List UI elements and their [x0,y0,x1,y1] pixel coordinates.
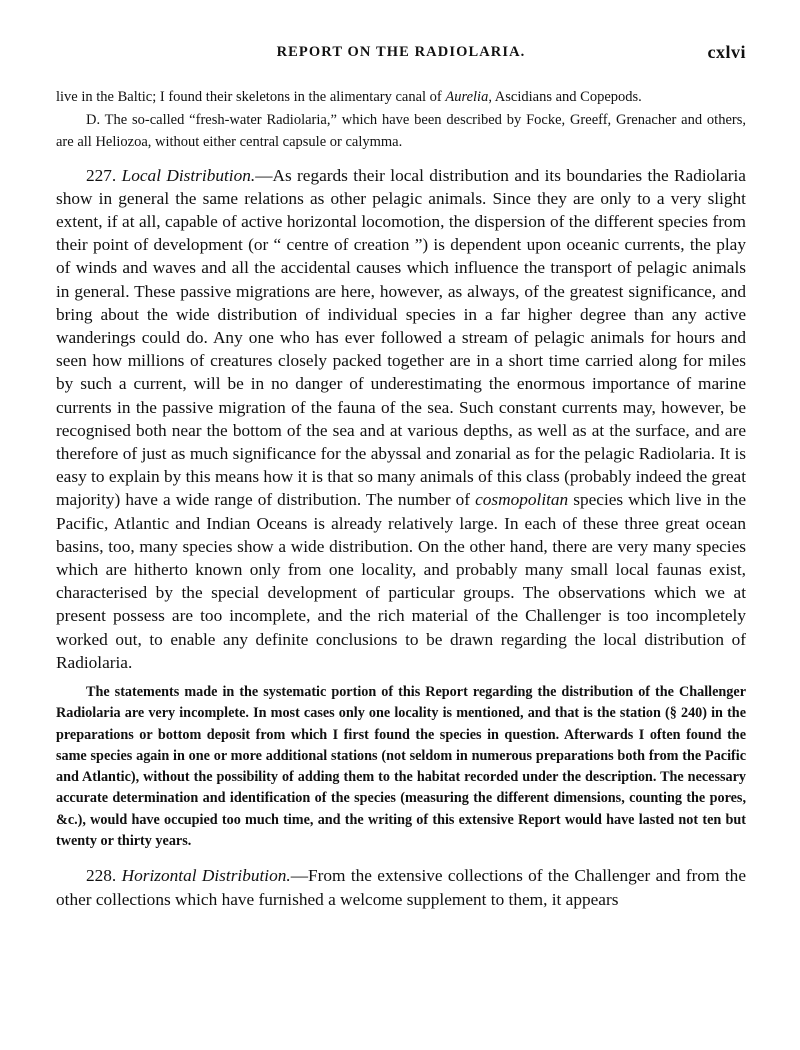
continuation-paragraph [56,86,746,109]
section-228-number: 228. [86,866,117,886]
section-227-paragraph [56,164,746,674]
section-227-title: Local Distribution. [121,165,256,185]
continuation-text-after: , Ascidians and Copepods. [488,89,642,105]
cosmopolitan-term: cosmopolitan [475,490,569,510]
section-228-paragraph [56,864,746,910]
section-228-text: —From the extensive collections of the Challenger and from the other collections which have furnished a welcome supplement to them, it appears [56,866,746,909]
section-227-number: 227. [86,165,117,185]
section-228-title: Horizontal Distribution. [121,866,291,886]
distribution-note-paragraph: The statements made in the systematic portion of this Report regarding the distribution of the Challenger Radiolaria are very incomplete. In most cases only one locality is mentioned, and that is the station (§ 240) in the preparations or bottom deposit from which I first found the species in question. Afterwards I often found the same species again in one or more additional stations (not seldom in numerous preparations both from the Pacific and Atlantic), without the possibility of adding them to the habitat recorded under the description. The necessary accurate determination and identification of the species (measuring the different dimensions, counting the pores, &c.), would have occupied too much time, and the writing of this extensive Report would have lasted not ten but twenty or thirty years. [56,683,746,850]
page-header [56,44,746,68]
page-number: cxlvi [707,42,746,62]
page-body [56,86,746,911]
continuation-text-before: live in the Baltic; I found their skeletons in the alimentary canal of [56,89,446,105]
section-227-text-2: species which live in the Pacific, Atlantic and Indian Oceans is already relatively large. In each of these three great ocean basins, too, many species show a wide distribution. On the other hand, there are very many species which are hitherto known only from one locality, and probably many small local faunas exist, characterised by the special development of particular groups. The observations which we at present possess are too incomplete, and the rich material of the Challenger is too incompletely worked out, to enable any definite conclusions to be drawn regarding the local distribution of Radiolaria. [56,490,746,672]
point-d-paragraph: D. The so-called “fresh-water Radiolaria,” which have been described by Focke, Greeff, Grenacher and others, are all Heliozoa, without either central capsule or calymma. [56,111,746,150]
running-title: REPORT ON THE RADIOLARIA. [276,44,526,60]
aurelia-term: Aurelia [445,89,489,105]
section-227-text-1: —As regards their local distribution and its boundaries the Radiolaria show in general the same relations as other pelagic animals. Since they are only to a very slight extent, if at all, capable of active horizontal locomotion, the dispersion of the different species from their point of development (or “ centre of creation ”) is dependent upon oceanic currents, the play of winds and waves and all the accidental causes which influence the transport of pelagic animals in general. These passive migrations are here, however, as always, of the greatest significance, and bring about the wide distribution of individual species in a far higher degree than any active wanderings could do. Any one who has ever followed a stream of pelagic animals for hours and seen how millions of creatures closely packed together are in a short time carried along for miles by such a current, will be in no danger of underestimating the enormous importance of marine currents in the passive migration of the fauna of the sea. Such constant currents may, however, be recognised both near the bottom of the sea and at various depths, as well as at the surface, and are therefore of just as much significance for the abyssal and zonarial as for the pelagic Radiolaria. It is easy to explain by this means how it is that so many animals of this class (probably indeed the great majority) have a wide range of distribution. The number of [56,165,746,510]
